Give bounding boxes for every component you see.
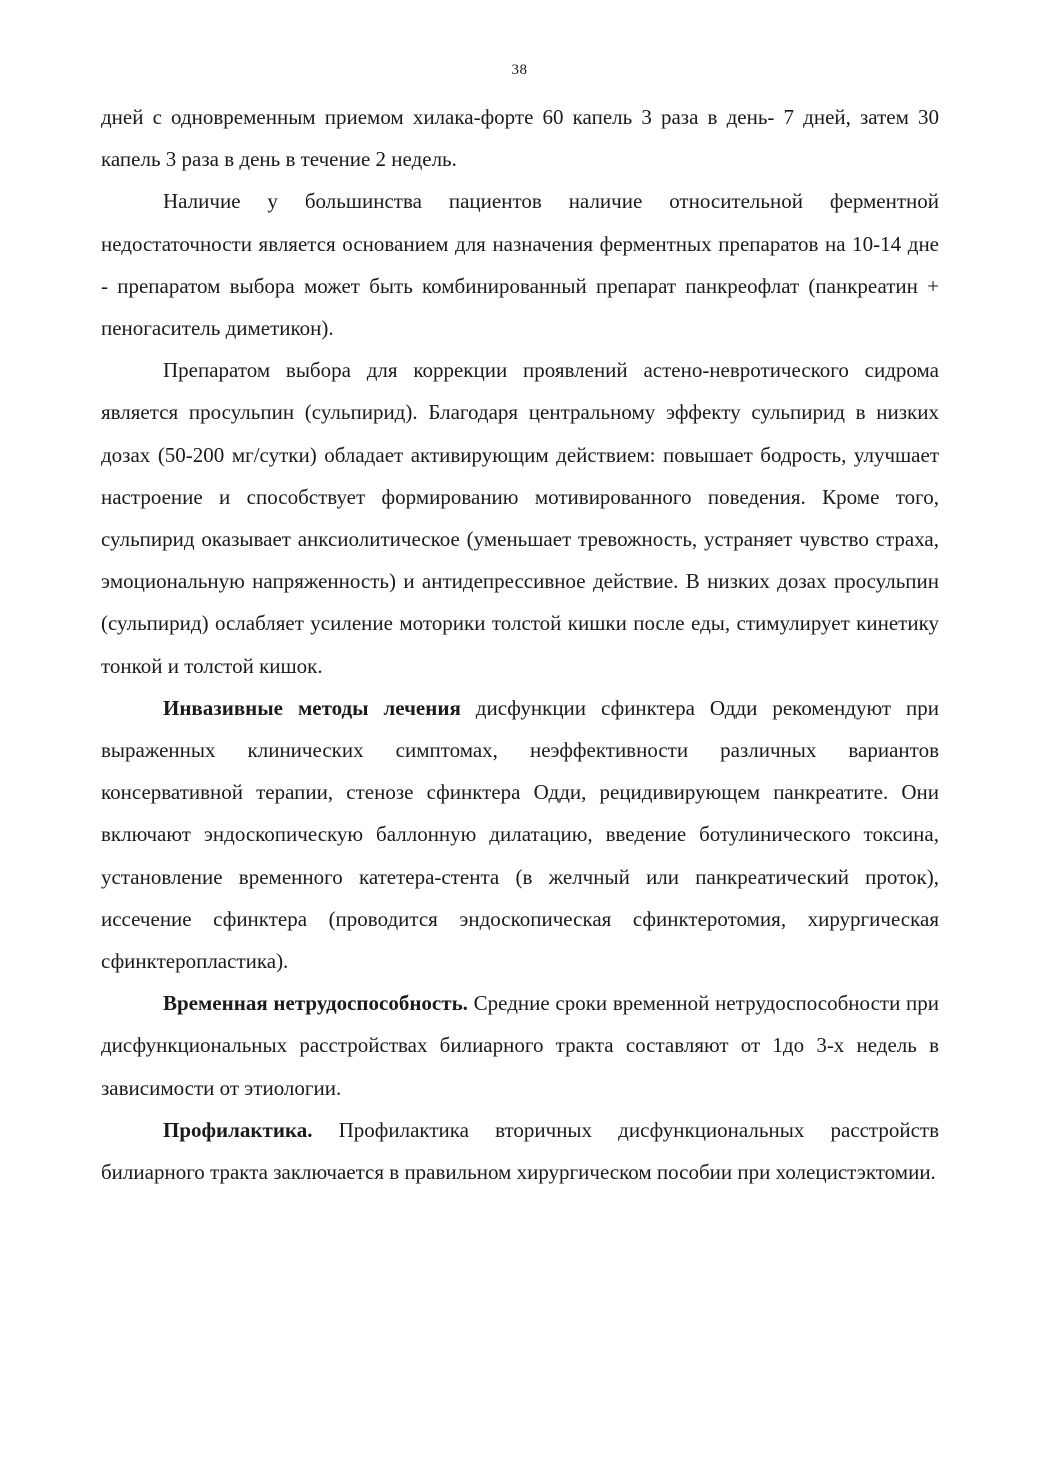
paragraph-2-text: Наличие у большинства пациентов наличие относительной ферментной недостаточности является основанием для назначения ферментных препаратов на 10-14 дне - препаратом выбора может быть комбинированный препарат панкреофлат (панкреатин + пеногаситель диметикон).: [101, 189, 939, 341]
paragraph-5-text: Средние сроки временной нетрудоспособности при дисфункциональных расстройствах билиарного тракта составляют от 1до 3-х недель в зависимости от этиологии.: [101, 991, 939, 1100]
paragraph-5-heading: Временная нетрудоспособность.: [163, 991, 468, 1016]
paragraph-1-text: дней с одновременным приемом хилака-форте 60 капель 3 раза в день- 7 дней, затем 30 капель 3 раза в день в течение 2 недель.: [101, 105, 939, 172]
paragraph-temporary-disability: [101, 982, 939, 1109]
page-body: [101, 96, 939, 1193]
paragraph-invasive-methods: [101, 687, 939, 982]
paragraph-6-text: Профилактика вторичных дисфункциональных расстройств билиарного тракта заключается в правильном хирургическом пособии при холецистэктомии.: [101, 1117, 939, 1185]
paragraph-3: [101, 349, 939, 687]
paragraph-prophylaxis: [101, 1109, 939, 1193]
paragraph-6-heading: Профилактика.: [163, 1117, 313, 1142]
paragraph-3-text: Препаратом выбора для коррекции проявлений астено-невротического сидрома является просульпин (сульпирид). Благодаря центральному эффекту сульпирид в низких дозах (50-200 мг/сутки) обладает активирующим действием: повышает бодрость, улучшает настроение и способствует формированию мотивированного поведения. Кроме того, сульпирид оказывает анксиолитическое (уменьшает тревожность, устраняет чувство страха, эмоциональную напряженность) и антидепрессивное действие. В низких дозах просульпин (сульпирид) ослабляет усиление моторики толстой кишки после еды, стимулирует кинетику тонкой и толстой кишок.: [101, 358, 939, 678]
paragraph-2: [101, 180, 939, 349]
paragraph-4-text: дисфункции сфинктера Одди рекомендуют при выраженных клинических симптомах, неэффективности различных вариантов консервативной терапии, стенозе сфинктера Одди, рецидивирующем панкреатите. Они включают эндоскопическую баллонную дилатацию, введение ботулинического токсина, установление временного катетера-стента (в желчный или панкреатический проток), иссечение сфинктера (проводится эндоскопическая сфинктеротомия, хирургическая сфинктеропластика).: [101, 695, 939, 974]
paragraph-1: [101, 96, 939, 180]
paragraph-4-heading: Инвазивные методы лечения: [163, 695, 461, 720]
page-number: 38: [511, 62, 528, 78]
